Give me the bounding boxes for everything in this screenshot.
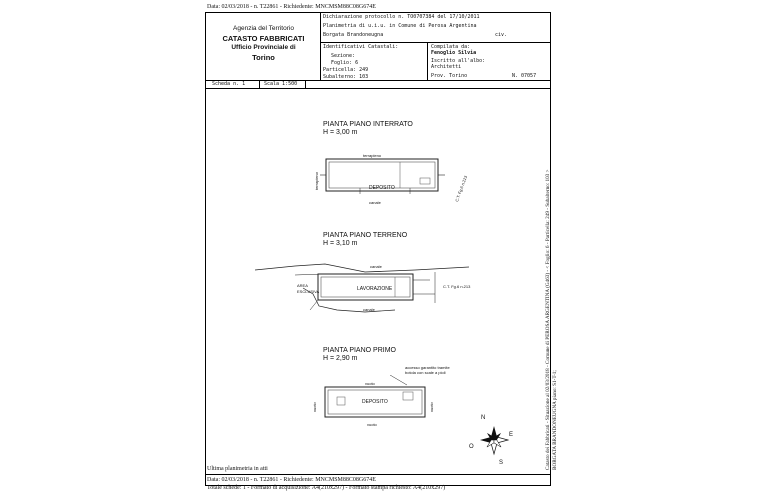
registered-number: N. 07057	[512, 73, 537, 79]
compiled-name: Fenoglio Silvia	[431, 50, 477, 56]
primo-vuoto-bottom: vuoto	[367, 422, 377, 427]
interrato-terrapieno-top: terrapieno	[363, 153, 382, 158]
registered-order: Architetti	[431, 64, 462, 70]
compass-o: O	[469, 444, 474, 450]
last-plan-note: Ultima planimetria in atti	[207, 466, 268, 472]
scheda-divider	[259, 80, 260, 88]
header-divider-2	[205, 80, 551, 81]
registered-province: Prov. Torino	[431, 73, 468, 79]
compass-e: E	[509, 432, 514, 438]
scheda-number: Scheda n. 1	[212, 81, 246, 87]
compass-rose-icon	[470, 416, 518, 468]
header-divider-vertical	[320, 12, 321, 80]
identifier-sezione: Sezione:	[331, 53, 356, 59]
header-divider-3	[205, 88, 551, 89]
interrato-height: H = 3,00 m	[323, 129, 358, 136]
primo-vuoto-right: vuoto	[429, 402, 434, 412]
interrato-canale: canale	[369, 200, 381, 205]
identifiers-heading: Identificativi Catastali:	[323, 44, 399, 50]
declaration-comune: Planimetria di u.i.u. in Comune di Perosa Argentina	[323, 23, 477, 29]
interrato-title: PIANTA PIANO INTERRATO	[323, 121, 413, 128]
compass-n: N	[481, 415, 486, 421]
compass-s: S	[499, 460, 504, 466]
terreno-canale-bottom: canale	[363, 307, 375, 312]
identifier-particella: Particella: 249	[323, 67, 369, 73]
scale-ratio: Scala 1:500	[264, 81, 298, 87]
primo-accesso-line2: botola con scale a pioli	[405, 370, 446, 375]
terreno-canale-top: canale	[370, 264, 382, 269]
terreno-ct: C.T. Fg.6 n.213	[443, 284, 471, 289]
office-city: Torino	[252, 53, 275, 62]
declaration-address: Borgata Brandoneugna	[323, 32, 384, 38]
header-divider-1	[320, 42, 551, 43]
interrato-plan	[300, 150, 470, 210]
interrato-ct: C.T. Fg.6 n.213	[454, 174, 469, 203]
interrato-deposito: DEPOSITO	[369, 185, 395, 191]
agency-block	[207, 13, 320, 79]
side-address: BORGATA BRANDONEUGNA piano: S1-T-1;	[552, 370, 558, 470]
side-cadastral-status: Catasto dei Fabbricati - Situazione al 02/03/2018 - Comune di PEROSA ARGENTINA (G463) - < Foglio: 6 - Particella: 249 - Subalterno: 103 >	[545, 169, 551, 470]
scala-divider	[305, 80, 306, 88]
terreno-lavorazione: LAVORAZIONE	[357, 286, 393, 292]
registered-label: Iscritto all'albo:	[431, 58, 486, 64]
primo-deposito: DEPOSITO	[362, 399, 388, 405]
interrato-terrapieno-side: terrapieno	[314, 171, 319, 190]
terreno-height: H = 3,10 m	[323, 240, 358, 247]
catasto-title: CATASTO FABBRICATI	[222, 34, 305, 43]
primo-height: H = 2,90 m	[323, 355, 358, 362]
terreno-area-label: AREA	[297, 283, 308, 288]
header-text: Data: 02/03/2018 - n. T22861 - Richiedente: MNCMSM88C08G674E	[207, 4, 376, 10]
office-label: Ufficio Provinciale di	[231, 44, 296, 51]
footer-divider	[205, 474, 551, 475]
terreno-esclusiva-label: ESCLUSIVA	[297, 289, 320, 294]
identifier-foglio: Foglio: 6	[331, 60, 359, 66]
terreno-title: PIANTA PIANO TERRENO	[323, 232, 408, 239]
primo-title: PIANTA PIANO PRIMO	[323, 347, 396, 354]
agency-name: Agenzia del Territorio	[233, 25, 294, 32]
footer-format: Totale schede: 1 - Formato di acquisizione: A4(210x297) - Formato stampa richiesto: A4(210x297)	[207, 485, 446, 491]
primo-vuoto-top: vuoto	[365, 381, 375, 386]
footer-request: Data: 02/03/2018 - n. T22861 - Richiedente: MNCMSM88C08G674E	[207, 477, 376, 483]
declaration-protocol: Dichiarazione protocollo n. TO0707384 del 17/10/2011	[323, 14, 480, 20]
declaration-civ: civ.	[495, 32, 508, 38]
primo-accesso-line1: accesso garantito tramite	[405, 365, 450, 370]
primo-vuoto-left: vuoto	[312, 402, 317, 412]
identifier-subalterno: Subalterno: 103	[323, 74, 369, 80]
header-divider-vertical-2	[427, 42, 428, 80]
compiled-label: Compilata da:	[431, 44, 471, 50]
